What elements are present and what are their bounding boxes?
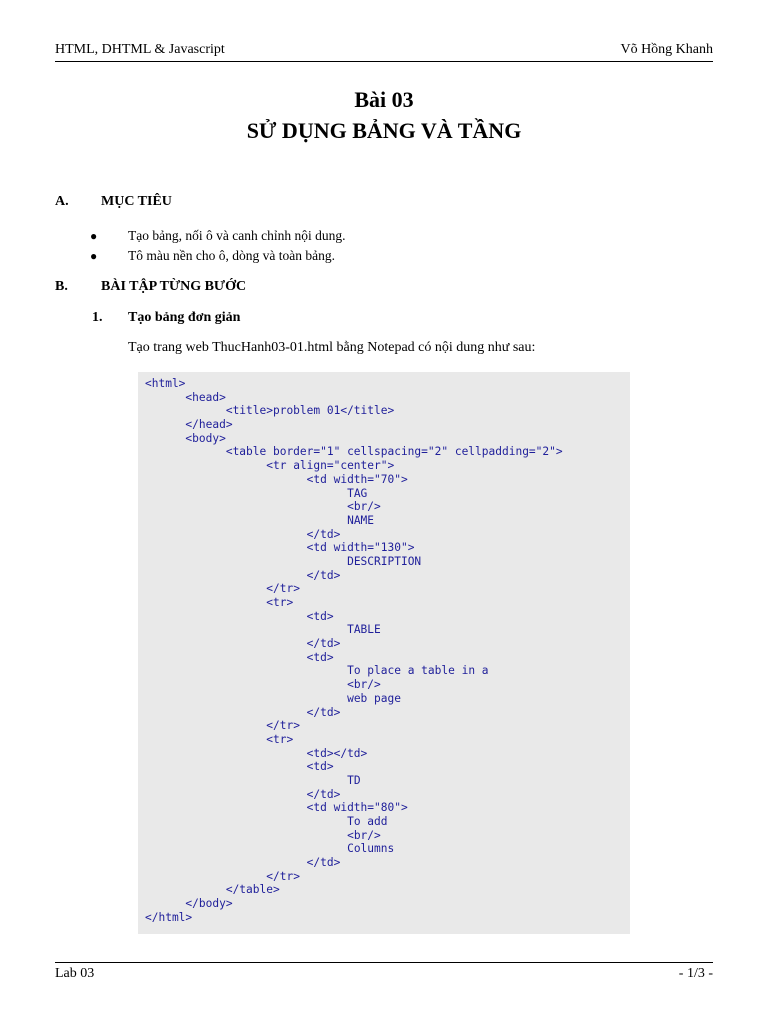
section-b-title: BÀI TẬP TỪNG BƯỚC (101, 279, 247, 294)
code-line: <tr> (145, 732, 294, 746)
code-line: <td width="130"> (145, 541, 415, 555)
code-line: <td> (145, 609, 334, 623)
code-block (138, 372, 630, 934)
code-line: To place a table in a (145, 664, 489, 678)
code-line: <br/> (145, 678, 381, 692)
code-line: <td> (145, 650, 334, 664)
code-line: web page (145, 691, 401, 705)
code-line: <title>problem 01</title> (145, 404, 395, 418)
code-line: <td width="80"> (145, 801, 408, 815)
code-line: <br/> (145, 828, 381, 842)
code-line: <br/> (145, 500, 381, 514)
code-line: <body> (145, 431, 226, 445)
code-line: <tr> (145, 596, 294, 609)
instruction-text: Tạo trang web ThucHanh03-01.html bằng Notepad có nội dung như sau: (128, 340, 536, 355)
section-a-heading (55, 194, 172, 210)
lesson-title: SỬ DỤNG BẢNG VÀ TẦNG (246, 118, 522, 143)
code-line: </table> (145, 883, 280, 897)
code-line: </td> (145, 568, 341, 582)
code-line: </td> (145, 856, 341, 870)
footer-lab-label: Lab 03 (55, 966, 95, 981)
section-a-letter: A. (55, 194, 69, 209)
code-line: TAG (145, 486, 368, 500)
header-author: Võ Hồng Khanh (620, 42, 713, 57)
document-title (0, 86, 768, 146)
code-line: Columns (145, 842, 395, 856)
objective-text: Tạo bảng, nối ô và canh chỉnh nội dung. (128, 228, 346, 243)
code-line: <html> (145, 377, 186, 390)
code-line: TABLE (145, 623, 381, 637)
code-line: </td> (145, 637, 341, 651)
code-line: </head> (145, 418, 233, 432)
code-line: <td></td> (145, 746, 368, 760)
section-b-letter: B. (55, 279, 68, 294)
code-line: <tr align="center"> (145, 459, 395, 473)
section-b-heading (55, 279, 246, 295)
section-a-title: MỤC TIÊU (101, 194, 172, 209)
step-title: Tạo bảng đơn giản (128, 310, 241, 325)
code-line: <td width="70"> (145, 472, 408, 486)
code-line: </tr> (145, 869, 300, 883)
list-item (90, 226, 345, 246)
bullet-icon: ● (90, 229, 98, 243)
lesson-number: Bài 03 (354, 87, 414, 112)
code-line: </td> (145, 527, 341, 541)
list-item (90, 246, 345, 266)
code-line: DESCRIPTION (145, 554, 422, 568)
code-line: </body> (145, 897, 233, 911)
step-number: 1. (92, 310, 103, 325)
page-footer (55, 962, 713, 982)
code-line: </td> (145, 787, 341, 801)
code-line: </td> (145, 705, 341, 719)
code-line: TD (145, 773, 361, 787)
code-line: </tr> (145, 582, 300, 596)
code-line: </html> (145, 910, 193, 924)
code-line: To add (145, 815, 388, 828)
code-line: <head> (145, 390, 226, 404)
step-1-heading (92, 310, 240, 326)
code-line: <td> (145, 760, 334, 774)
header-course-title: HTML, DHTML & Javascript (55, 42, 225, 57)
page-number: - 1/3 - (678, 966, 713, 981)
objective-text: Tô màu nền cho ô, dòng và toàn bảng. (128, 248, 335, 263)
bullet-icon: ● (90, 249, 98, 263)
code-line: <table border="1" cellspacing="2" cellpadding="2"> (145, 445, 563, 459)
objectives-list (90, 226, 345, 266)
code-line: NAME (145, 513, 375, 527)
code-line: </tr> (145, 719, 300, 733)
page-header (55, 42, 713, 62)
